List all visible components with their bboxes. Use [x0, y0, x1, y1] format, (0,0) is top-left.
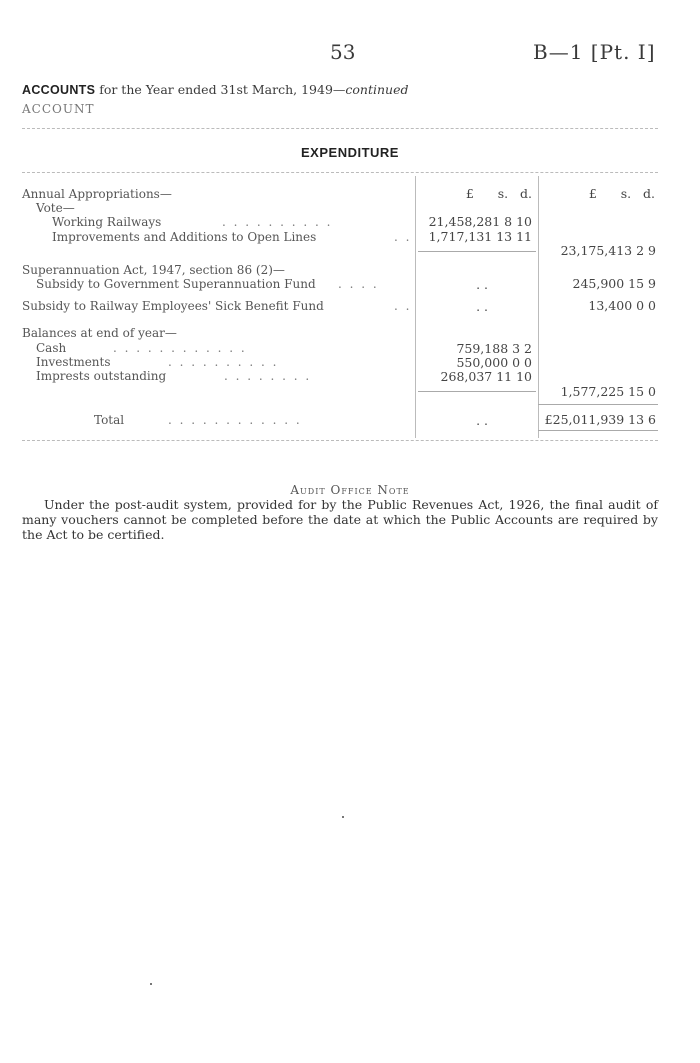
amount-grand-total: £25,011,939 13 6	[544, 412, 656, 427]
header-rule	[22, 172, 658, 173]
subtotal-rule	[418, 251, 536, 252]
amount-placeholder: . .	[476, 277, 488, 292]
row-dots: . . . . . . . . . .	[168, 355, 279, 369]
amount-placeholder: . .	[476, 299, 488, 314]
row-dots: . . . .	[338, 277, 379, 291]
title-italic: —continued	[332, 82, 409, 97]
row-working-railways: Working Railways	[52, 215, 162, 229]
amount-investments: 550,000 0 0	[456, 355, 532, 370]
row-superannuation-act: Superannuation Act, 1947, section 86 (2)—	[22, 263, 285, 277]
row-improvements: Improvements and Additions to Open Lines	[52, 230, 317, 244]
page-title	[22, 82, 409, 97]
row-superannuation-subsidy: Subsidy to Government Superannuation Fund	[36, 277, 316, 291]
scan-speck	[150, 983, 152, 985]
total-rule-bottom	[538, 430, 658, 431]
top-rule	[22, 128, 658, 129]
amount-balances-total: 1,577,225 15 0	[560, 384, 656, 399]
row-cash: Cash	[36, 341, 67, 355]
document-reference: B—1 [Pt. I]	[533, 40, 656, 64]
column-divider-2	[538, 176, 539, 438]
title-bold: ACCOUNTS	[22, 83, 96, 97]
amount-working-railways: 21,458,281 8 10	[428, 214, 532, 229]
row-dots: . . . . . . . . . .	[222, 215, 333, 229]
table-bottom-rule	[22, 440, 658, 441]
row-dots: . . . . . . . . . . . .	[113, 341, 247, 355]
row-annual-appropriations: Annual Appropriations—	[22, 187, 172, 201]
row-dots: . .	[394, 299, 412, 313]
row-dots: . . . . . . . .	[224, 369, 312, 383]
amount-imprests: 268,037 11 10	[440, 369, 532, 384]
row-balances: Balances at end of year—	[22, 326, 177, 340]
row-total: Total	[94, 413, 125, 427]
row-dots: . . . . . . . . . . . .	[168, 413, 302, 427]
title-text: for the Year ended 31st March, 1949	[95, 82, 333, 97]
account-subtitle: ACCOUNT	[22, 102, 95, 116]
note-body: Under the post-audit system, provided for by the Public Revenues Act, 1926, the final audit of many vouchers cannot be completed before the date at which the Public Accounts are required by the Act to be certified.	[22, 497, 658, 542]
amount-improvements: 1,717,131 13 11	[428, 229, 532, 244]
amount-sick-benefit: 13,400 0 0	[588, 298, 656, 313]
row-dots: . .	[394, 230, 412, 244]
col1-header: £ s. d.	[465, 186, 532, 201]
amount-appropriations-total: 23,175,413 2 9	[560, 243, 656, 258]
row-vote: Vote—	[36, 201, 75, 215]
subtotal-rule	[418, 391, 536, 392]
section-heading: EXPENDITURE	[301, 145, 399, 160]
column-divider-1	[415, 176, 416, 438]
row-sick-benefit-fund: Subsidy to Railway Employees' Sick Benefit Fund	[22, 299, 324, 313]
note-title: Audit Office Note	[290, 483, 410, 497]
scan-speck	[342, 816, 344, 818]
page-number: 53	[330, 40, 356, 64]
row-imprests: Imprests outstanding	[36, 369, 167, 383]
amount-cash: 759,188 3 2	[456, 341, 532, 356]
amount-placeholder: . .	[476, 413, 488, 428]
row-investments: Investments	[36, 355, 111, 369]
amount-superannuation: 245,900 15 9	[572, 276, 656, 291]
total-rule-top	[538, 404, 658, 405]
col2-header: £ s. d.	[588, 186, 655, 201]
